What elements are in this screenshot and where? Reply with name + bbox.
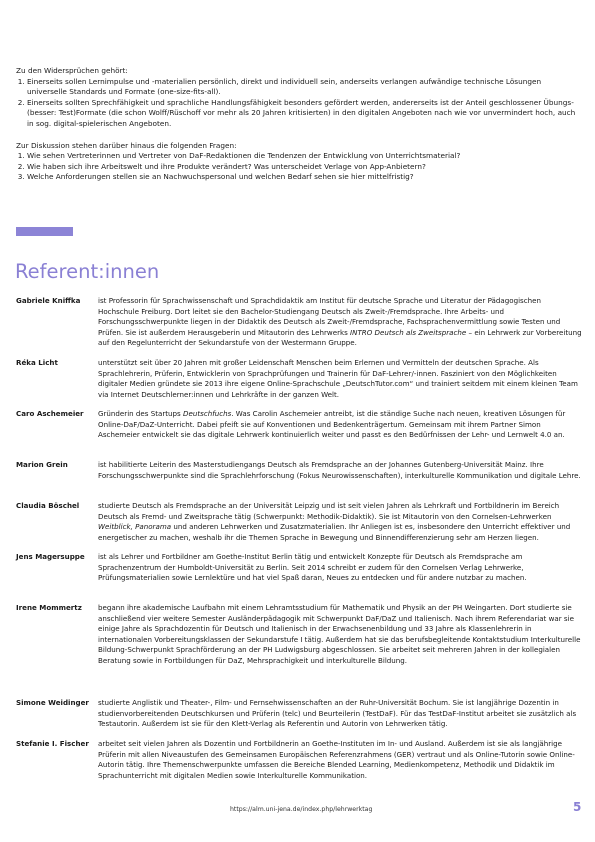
list-item: 2. Wie haben sich ihre Arbeitswelt und ihre Produkte verändert? Was unterscheidet Verlage von App-Anbietern? (27, 162, 576, 173)
referents-list (16, 296, 584, 783)
referent-name: Stefanie I. Fischer (16, 739, 89, 748)
contradictions-lead: Zu den Widersprüchen gehört: (16, 66, 128, 75)
referent-bio: arbeitet seit vielen Jahren als Dozentin und Fortbildnerin an Goethe-Instituten im In- und Ausland. Außerdem ist sie als langjährige Prüferin mit allen Niveaustufen des Gemeinsamen Europäischen Referenzrahmens (GER) vertraut und als Online-Tutorin sowie Online-Autorin tätig. Ihre Themenschwerpunkte umfassen die Bereiche Blended Learning, Medienkompetenz, Methodik und Didaktik im Sprachunterricht mit digitalen Medien sowie Interkulturelle Kommunikation. (98, 739, 575, 780)
section-heading: Referent:innen (15, 260, 160, 283)
referent-bio: Gründerin des Startups Deutschfuchs. Was Carolin Aschemeier antreibt, ist die ständige Suche nach neuen, kreativen Lösungen für Online-DaF/DaZ-Unterricht. Dabei pfeift sie auf Konventionen und Bedenkenträgertum. Gemeinsam mit ihrem Partner Simon Aschemeier entwickelt sie das digitale Lehrwerk kontinuierlich weiter und passt es den Bedürfnissen der Lehr- und Lernwelt 4.0 an. (98, 409, 566, 439)
referent-bio: ist Professorin für Sprachwissenschaft und Sprachdidaktik am Institut für deutsche Sprache und Literatur der Pädagogischen Hochschule Freiburg. Dort leitet sie den Bachelor-Studiengang Deutsch als Zweit-/Fremdsprache. Ihre Arbeits- und Forschungsschwerpunkte liegen in der Didaktik des Deutsch als Zweit-/Fremdsprache, Fachsprachenvermittlung sowie Testen und Prüfen. Sie ist außerdem Herausgeberin und Mitautorin des Lehrwerks INTRO Deutsch als Zweitsprache – ein Lehrwerk zur Vorbereitung auf den Regelunterricht der Sekundarstufe von der Westermann Gruppe. (98, 296, 582, 347)
list-item: 2. Einerseits sollten Sprechfähigkeit und sprachliche Handlungsfähigkeit besonders gefördert werden, andererseits ist der Anteil geschlossener Übungs- (besser: Test)Formate (die schon Wolff/Rüschoff vor mehr als 20 Jahren kritisierten) in den digitalen Angeboten nach wie vor unvermindert hoch, auch in sog. digital-spielerischen Angeboten. (27, 98, 576, 130)
referent-bio: studierte Anglistik und Theater-, Film- und Fernsehwissenschaften an der Ruhr-Universität Bochum. Sie ist langjährige Dozentin in studienvorbereitenden Deutschkursen und Prüferin (telc) und Beurteilerin (TestDaF). Für das TestDaF-Institut arbeitet sie zusätzlich als Testautorin. Außerdem ist sie für den Klett-Verlag als Referentin und Autorin von Lehrwerken tätig. (98, 698, 577, 728)
list-item: 3. Welche Anforderungen stellen sie an Nachwuchspersonal und welchen Bedarf sehen sie hier mittelfristig? (27, 172, 576, 183)
referent-bio: ist habilitierte Leiterin des Masterstudiengangs Deutsch als Fremdsprache an der Johannes Gutenberg-Universität Mainz. Ihre Forschungsschwerpunkte sind die Sprachlehrforschung (Fokus Neurowissenschaften), interkulturelle Kommunikation und digitale Lehre. (98, 460, 581, 480)
intro-section (16, 66, 576, 183)
list-item: 1. Wie sehen Vertreterinnen und Vertreter von DaF-Redaktionen die Tendenzen der Entwicklung von Unterrichtsmaterial? (27, 151, 576, 162)
accent-bar (16, 227, 73, 236)
referent-entry (16, 698, 584, 739)
referent-name: Claudia Böschel (16, 501, 80, 510)
referent-entry (16, 739, 584, 783)
referent-entry (16, 296, 584, 358)
referent-entry (16, 409, 584, 460)
referent-name: Jens Magersuppe (16, 552, 85, 561)
page-number: 5 (573, 800, 582, 814)
referent-bio: unterstützt seit über 20 Jahren mit großer Leidenschaft Menschen beim Erlernen und Vermitteln der deutschen Sprache. Als Sprachlehrerin, Prüferin, Entwicklerin von Sprachprüfungen und Trainerin für DaF-Lehrer/-innen. Fasziniert von den Möglichkeiten digitaler Medien gründete sie 2013 ihre eigene Online-Sprachschule „DeutschTutor.com“ und trainiert seitdem mit einem kleinen Team via Internet Deutschlerner:innen und Lehrkräfte in der ganzen Welt. (98, 358, 578, 399)
referent-name: Réka Licht (16, 358, 58, 367)
referent-entry (16, 552, 584, 603)
referent-name: Marion Grein (16, 460, 68, 469)
referent-bio: begann ihre akademische Laufbahn mit einem Lehramtsstudium für Mathematik und Physik an der PH Weingarten. Dort studierte sie anschließend vier weitere Semester Ausländerpädagogik mit Schwerpunkt DaF/DaZ und Italienisch. Nach ihrem Referendariat war sie einige Jahre als Sprachdozentin für Deutsch und Italienisch in der Erwachsenenbildung und 33 Jahre als Klassenlehrerin in internationalen Vorbereitungsklassen der Sekundarstufe I tätig. Außerdem hat sie das berufsbegleitende Kontaktstudium Interkulturelle Bildung-Schwerpunkt Sprachförderung an der PH Ludwigsburg abgeschlossen. Sie arbeitet seit mehreren Jahren in der kollegialen Beratung sowie in Fortbildungen für DaZ, Mehrsprachigkeit und interkulturelle Bildung. (98, 603, 581, 665)
footer-url-link[interactable]: https://alm.uni-jena.de/index.php/lehrwerktag (230, 806, 373, 813)
referent-name: Irene Mommertz (16, 603, 82, 612)
list-item: 1. Einerseits sollen Lernimpulse und -materialien persönlich, direkt und individuell sein, anderseits verlangen aufwändige technische Lösungen universelle Standards und Formate (one-size-fits-all). (27, 77, 576, 98)
referent-name: Caro Aschemeier (16, 409, 84, 418)
referent-name: Simone Weidinger (16, 698, 89, 707)
questions-list (16, 151, 576, 183)
referent-entry (16, 501, 584, 552)
referent-entry (16, 358, 584, 409)
referent-name: Gabriele Kniffka (16, 296, 81, 305)
referent-bio: studierte Deutsch als Fremdsprache an der Universität Leipzig und ist seit vielen Jahren als Lehrkraft und Fortbildnerin im Bereich Deutsch als Fremd- und Zweitsprache tätig (Schwerpunkt: Methodik-Didaktik). Sie ist Mitautorin von den Cornelsen-Lehrwerken Weitblick, Panorama und anderen Lehrwerken und Zusatzmaterialien. Ihr Anliegen ist es, insbesondere den Unterricht effektiver und energetischer zu machen, weshalb ihr die Themen Sprache in Bewegung und Binnendifferenzierung sehr am Herzen liegen. (98, 501, 571, 542)
questions-lead: Zur Diskussion stehen darüber hinaus die folgenden Fragen: (16, 140, 237, 150)
referent-entry (16, 603, 584, 698)
contradictions-list (16, 77, 576, 130)
referent-entry (16, 460, 584, 501)
referent-bio: ist als Lehrer und Fortbildner am Goethe-Institut Berlin tätig und entwickelt Konzepte für Deutsch als Fremdsprache am Sprachenzentrum der Humboldt-Universität zu Berlin. Seit 2014 schreibt er zudem für den Cornelsen Verlag Lehrwerke, Prüfungsmaterialien sowie Lernlektüre und hat viel Spaß daran, Neues zu entdecken und für andere nutzbar zu machen. (98, 552, 527, 582)
